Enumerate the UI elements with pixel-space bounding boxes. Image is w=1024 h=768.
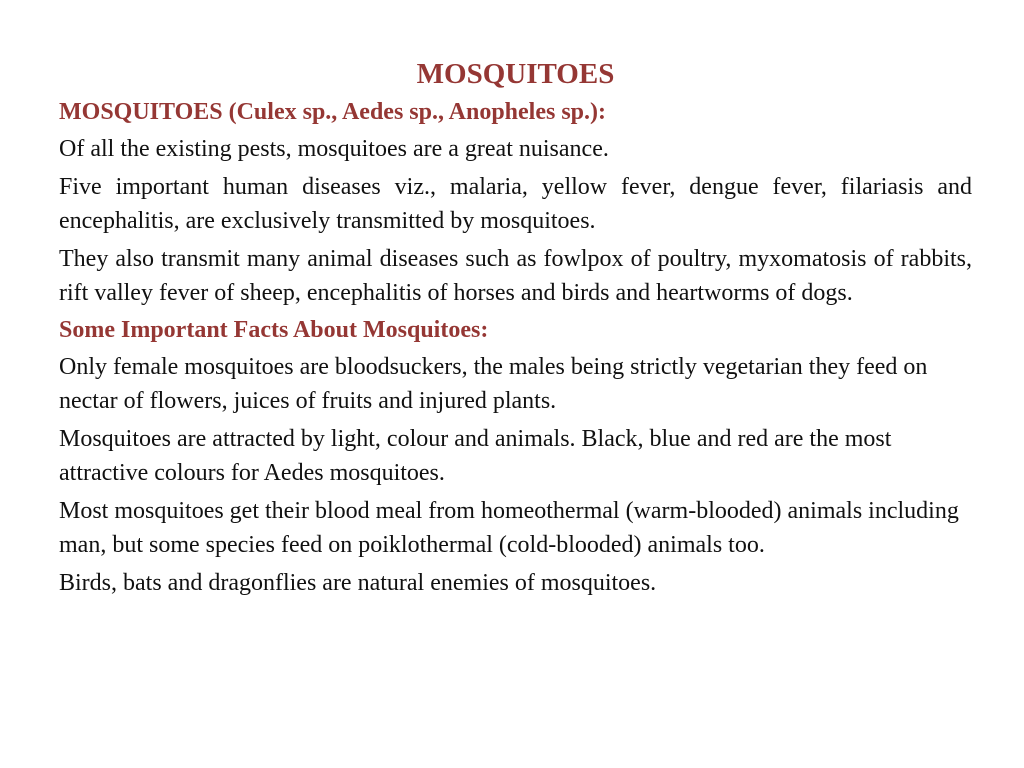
paragraph-natural-enemies: Birds, bats and dragonflies are natural enemies of mosquitoes. [59, 569, 657, 596]
section-heading-facts: Some Important Facts About Mosquitoes: [59, 316, 489, 343]
paragraph-blood-meal: Most mosquitoes get their blood meal from homeothermal (warm-blooded) animals including man, but some species feed on poiklothermal (cold-blooded) animals too. [59, 497, 959, 558]
paragraph-female-bloodsuckers: Only female mosquitoes are bloodsuckers, the males being strictly vegetarian they feed on nectar of flowers, juices of fruits and injured plants. [59, 353, 928, 414]
paragraph-pests: Of all the existing pests, mosquitoes are a great nuisance. [59, 136, 609, 162]
paragraph-human-diseases: Five important human diseases viz., malaria, yellow fever, dengue fever, filariasis and encephalitis, are exclusively transmitted by mosquitoes. [59, 173, 972, 234]
slide-title: MOSQUITOES [416, 58, 615, 90]
section-heading-mosquitoes: MOSQUITOES (Culex sp., Aedes sp., Anopheles sp.): [59, 99, 607, 125]
paragraph-animal-diseases: They also transmit many animal diseases such as fowlpox of poultry, myxomatosis of rabbits, rift valley fever of sheep, encephalitis of horses and birds and heartworms of dogs. [59, 245, 972, 306]
paragraph-attraction: Mosquitoes are attracted by light, colour and animals. Black, blue and red are the most attractive colours for Aedes mosquitoes. [59, 425, 892, 486]
